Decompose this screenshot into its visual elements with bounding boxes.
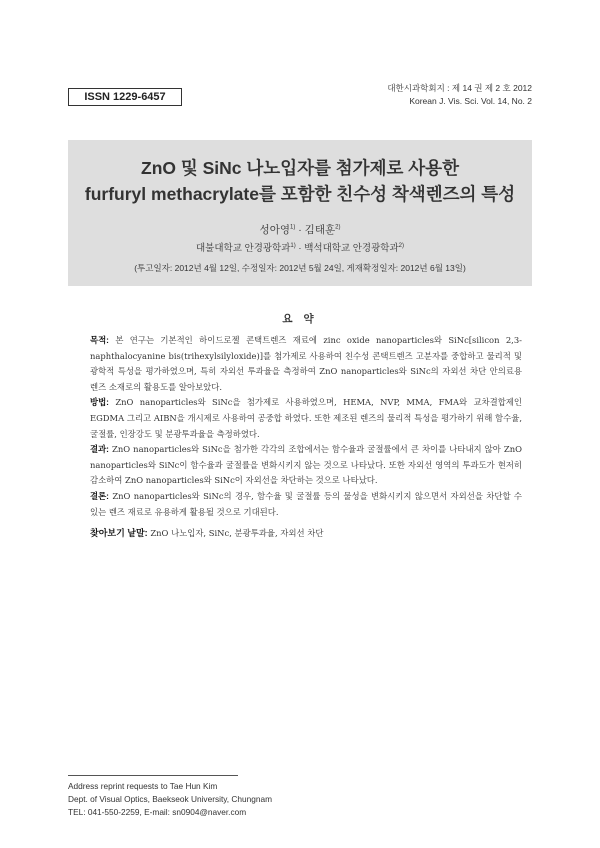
abstract-heading: 요 약 (282, 313, 318, 325)
abstract-section-label: 방법: (90, 397, 109, 408)
abstract-section-label: 목적: (90, 335, 109, 345)
abstract-purpose (90, 333, 522, 395)
abstract-section-text: 본 연구는 기본적인 하이드로젤 콘택트렌즈 재료에 zinc oxide nanoparticles와 SiNc[silicon 2,3-naphthalocyanine bis(trihexylsilyloxide)]를 첨가제로 사용하여 친수성 콘택트렌즈 고분자를 중합하고 물리적 및 광학적 특성을 평가하였으며, 특히 자외선 투과율을 측정하여 ZnO nanoparticles와 SiNc의 자외선 차단 안의료용 렌즈 소재로의 활용도를 알아보았다. (90, 335, 522, 392)
abstract-method (90, 395, 522, 442)
paper-title-line-1: ZnO 및 SiNc 나노입자를 첨가제로 사용한 (141, 158, 459, 178)
affiliation: 백석대학교 안경광학과 (304, 243, 399, 254)
affiliation-list (68, 240, 532, 254)
abstract-body (90, 333, 522, 520)
abstract-section-text: ZnO nanoparticles와 SiNc의 경우, 함수율 및 굴절률 등의 물성을 변화시키지 않으면서 자외선을 차단할 수 있는 렌즈 재료로 유용하게 활용될 것으로 기대된다. (90, 490, 522, 517)
footnote-line: Address reprint requests to Tae Hun Kim (68, 781, 218, 791)
issn-box: ISSN 1229-6457 (68, 88, 182, 106)
abstract-section-label: 결론: (90, 490, 109, 501)
abstract-section-label: 결과: (90, 444, 109, 455)
affiliation-mark: 1) (289, 224, 296, 231)
abstract-result (90, 442, 522, 489)
footnote-rule (68, 775, 238, 776)
affiliation-mark: 2) (335, 224, 341, 231)
affiliation-mark: 2) (398, 242, 404, 249)
footnote-line: Dept. of Visual Optics, Baekseok University, Chungnam (68, 794, 272, 804)
author-separator: · (295, 224, 305, 236)
affiliation-mark: 1) (290, 242, 296, 249)
footnote-line: TEL: 041-550-2259, E-mail: sn0904@naver.com (68, 807, 247, 817)
journal-citation (387, 82, 532, 108)
submission-dates: (투고일자: 2012년 4월 12일, 수정일자: 2012년 5월 24일, 게재확정일자: 2012년 6월 13일) (134, 263, 466, 273)
abstract-section-text: ZnO nanoparticles와 SiNc을 첨가제로 사용하였으며, HEMA, NVP, MMA, FMA와 교차결합제인 EGDMA 그리고 AIBN을 개시제로 사용하여 공중합 하였다. 또한 제조된 렌즈의 물리적 특성을 평가하기 위해 함수율, 굴절률, 인장강도 및 분광투과율을 측정하였다. (90, 397, 522, 439)
journal-citation-english: Korean J. Vis. Sci. Vol. 14, No. 2 (409, 96, 532, 106)
author-name: 성아영 (259, 224, 290, 236)
paper-title (68, 155, 532, 207)
affiliation-separator: · (295, 243, 305, 254)
abstract-section-text: ZnO nanoparticles와 SiNc을 첨가한 각각의 조합에서는 함수율과 굴절률에서 큰 차이를 나타내지 않아 ZnO nanoparticles와 SiNc이 함수율과 굴절률을 변화시키지 않는 것으로 나타났다. 또한 자외선 영역의 투과도가 현저히 감소하여 ZnO nanoparticles와 SiNc이 자외선을 차단하는 것으로 나타났다. (90, 444, 522, 486)
affiliation: 대불대학교 안경광학과 (196, 243, 291, 254)
keywords-label: 찾아보기 낱말: (90, 528, 148, 538)
correspondence-footnote (68, 780, 272, 819)
keywords-text: ZnO 나노입자, SiNc, 분광투과율, 자외선 차단 (147, 528, 324, 538)
author-name: 김태훈 (304, 224, 336, 236)
keywords (90, 526, 522, 539)
paper-title-line-2: furfuryl methacrylate를 포함한 친수성 착색렌즈의 특성 (84, 184, 516, 204)
abstract-conclusion (90, 489, 522, 520)
journal-citation-korean: 대한시과학회지 : 제 14 권 제 2 호 2012 (387, 83, 532, 93)
author-list (68, 222, 532, 237)
